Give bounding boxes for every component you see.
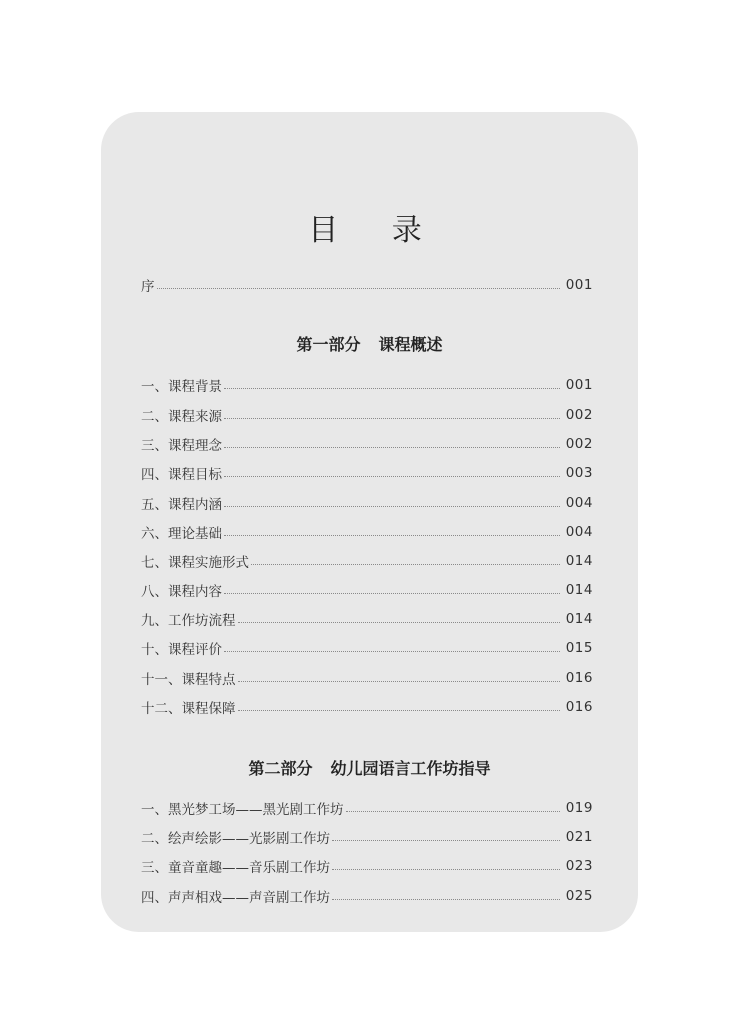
leader-dots [251,564,560,565]
toc-entry[interactable] [141,697,593,717]
toc-entry-page: 014 [565,582,593,598]
toc-entry-page: 002 [565,407,593,423]
leader-dots [332,840,560,841]
part1-number: 第一部分 [296,335,361,354]
toc-entry-label: 六、理论基础 [141,526,222,542]
part2-subtitle: 幼儿园语言工作坊指导 [330,759,491,778]
toc-entry-page: 016 [565,699,593,715]
leader-dots [332,899,560,900]
toc-entry-page: 019 [565,800,593,816]
toc-entry-label: 九、工作坊流程 [141,613,236,629]
toc-entry-page: 004 [565,495,593,511]
toc-entry[interactable] [141,434,593,454]
part1-subtitle: 课程概述 [378,335,443,354]
toc-entry-preface[interactable] [141,275,593,295]
leader-dots [224,593,560,594]
leader-dots [332,869,560,870]
leader-dots [224,535,560,536]
toc-entry[interactable] [141,580,593,600]
leader-dots [224,651,560,652]
toc-entry-label: 二、绘声绘影——光影剧工作坊 [141,831,330,847]
leader-dots [238,622,560,623]
leader-dots [238,681,560,682]
toc-entry-page: 015 [565,640,593,656]
toc-entry-label: 一、黑光梦工场——黑光剧工作坊 [141,802,344,818]
toc-entry[interactable] [141,638,593,658]
toc-entry[interactable] [141,522,593,542]
toc-entry[interactable] [141,609,593,629]
toc-entry[interactable] [141,551,593,571]
toc-entry-label: 十一、课程特点 [141,672,236,688]
toc-entry-page: 025 [565,888,593,904]
toc-entry-label: 一、课程背景 [141,379,222,395]
toc-entry-label: 四、声声相戏——声音剧工作坊 [141,890,330,906]
toc-entry-page: 002 [565,436,593,452]
toc-entry-page: 021 [565,829,593,845]
toc-entry[interactable] [141,856,593,876]
toc-entry-page: 004 [565,524,593,540]
toc-entry-page: 023 [565,858,593,874]
toc-entry[interactable] [141,886,593,906]
toc-entry-label: 十、课程评价 [141,642,222,658]
toc-entry-label: 八、课程内容 [141,584,222,600]
leader-dots [224,447,560,448]
toc-entry-label: 二、课程来源 [141,409,222,425]
toc-entry-label: 序 [141,279,155,295]
toc-entry-label: 五、课程内涵 [141,497,222,513]
toc-entry-label: 三、课程理念 [141,438,222,454]
toc-entry[interactable] [141,668,593,688]
toc-entry-page: 016 [565,670,593,686]
leader-dots [224,388,560,389]
toc-entry[interactable] [141,827,593,847]
part1-heading [101,332,638,355]
part2-heading [101,756,638,779]
toc-entry-page: 001 [565,277,593,293]
toc-title: 目 录 [308,213,444,248]
leader-dots [157,288,560,289]
toc-entry[interactable] [141,405,593,425]
toc-entry-page: 014 [565,553,593,569]
toc-entry-page: 003 [565,465,593,481]
leader-dots [224,506,560,507]
toc-entry-label: 七、课程实施形式 [141,555,249,571]
toc-entry-label: 十二、课程保障 [141,701,236,717]
toc-entry[interactable] [141,798,593,818]
leader-dots [224,418,560,419]
toc-entry[interactable] [141,375,593,395]
toc-entry-page: 001 [565,377,593,393]
leader-dots [346,811,560,812]
part2-number: 第二部分 [248,759,313,778]
toc-entry-page: 014 [565,611,593,627]
toc-entry-label: 四、课程目标 [141,467,222,483]
toc-entry[interactable] [141,463,593,483]
toc-entry-label: 三、童音童趣——音乐剧工作坊 [141,860,330,876]
toc-entry[interactable] [141,493,593,513]
leader-dots [238,710,560,711]
leader-dots [224,476,560,477]
